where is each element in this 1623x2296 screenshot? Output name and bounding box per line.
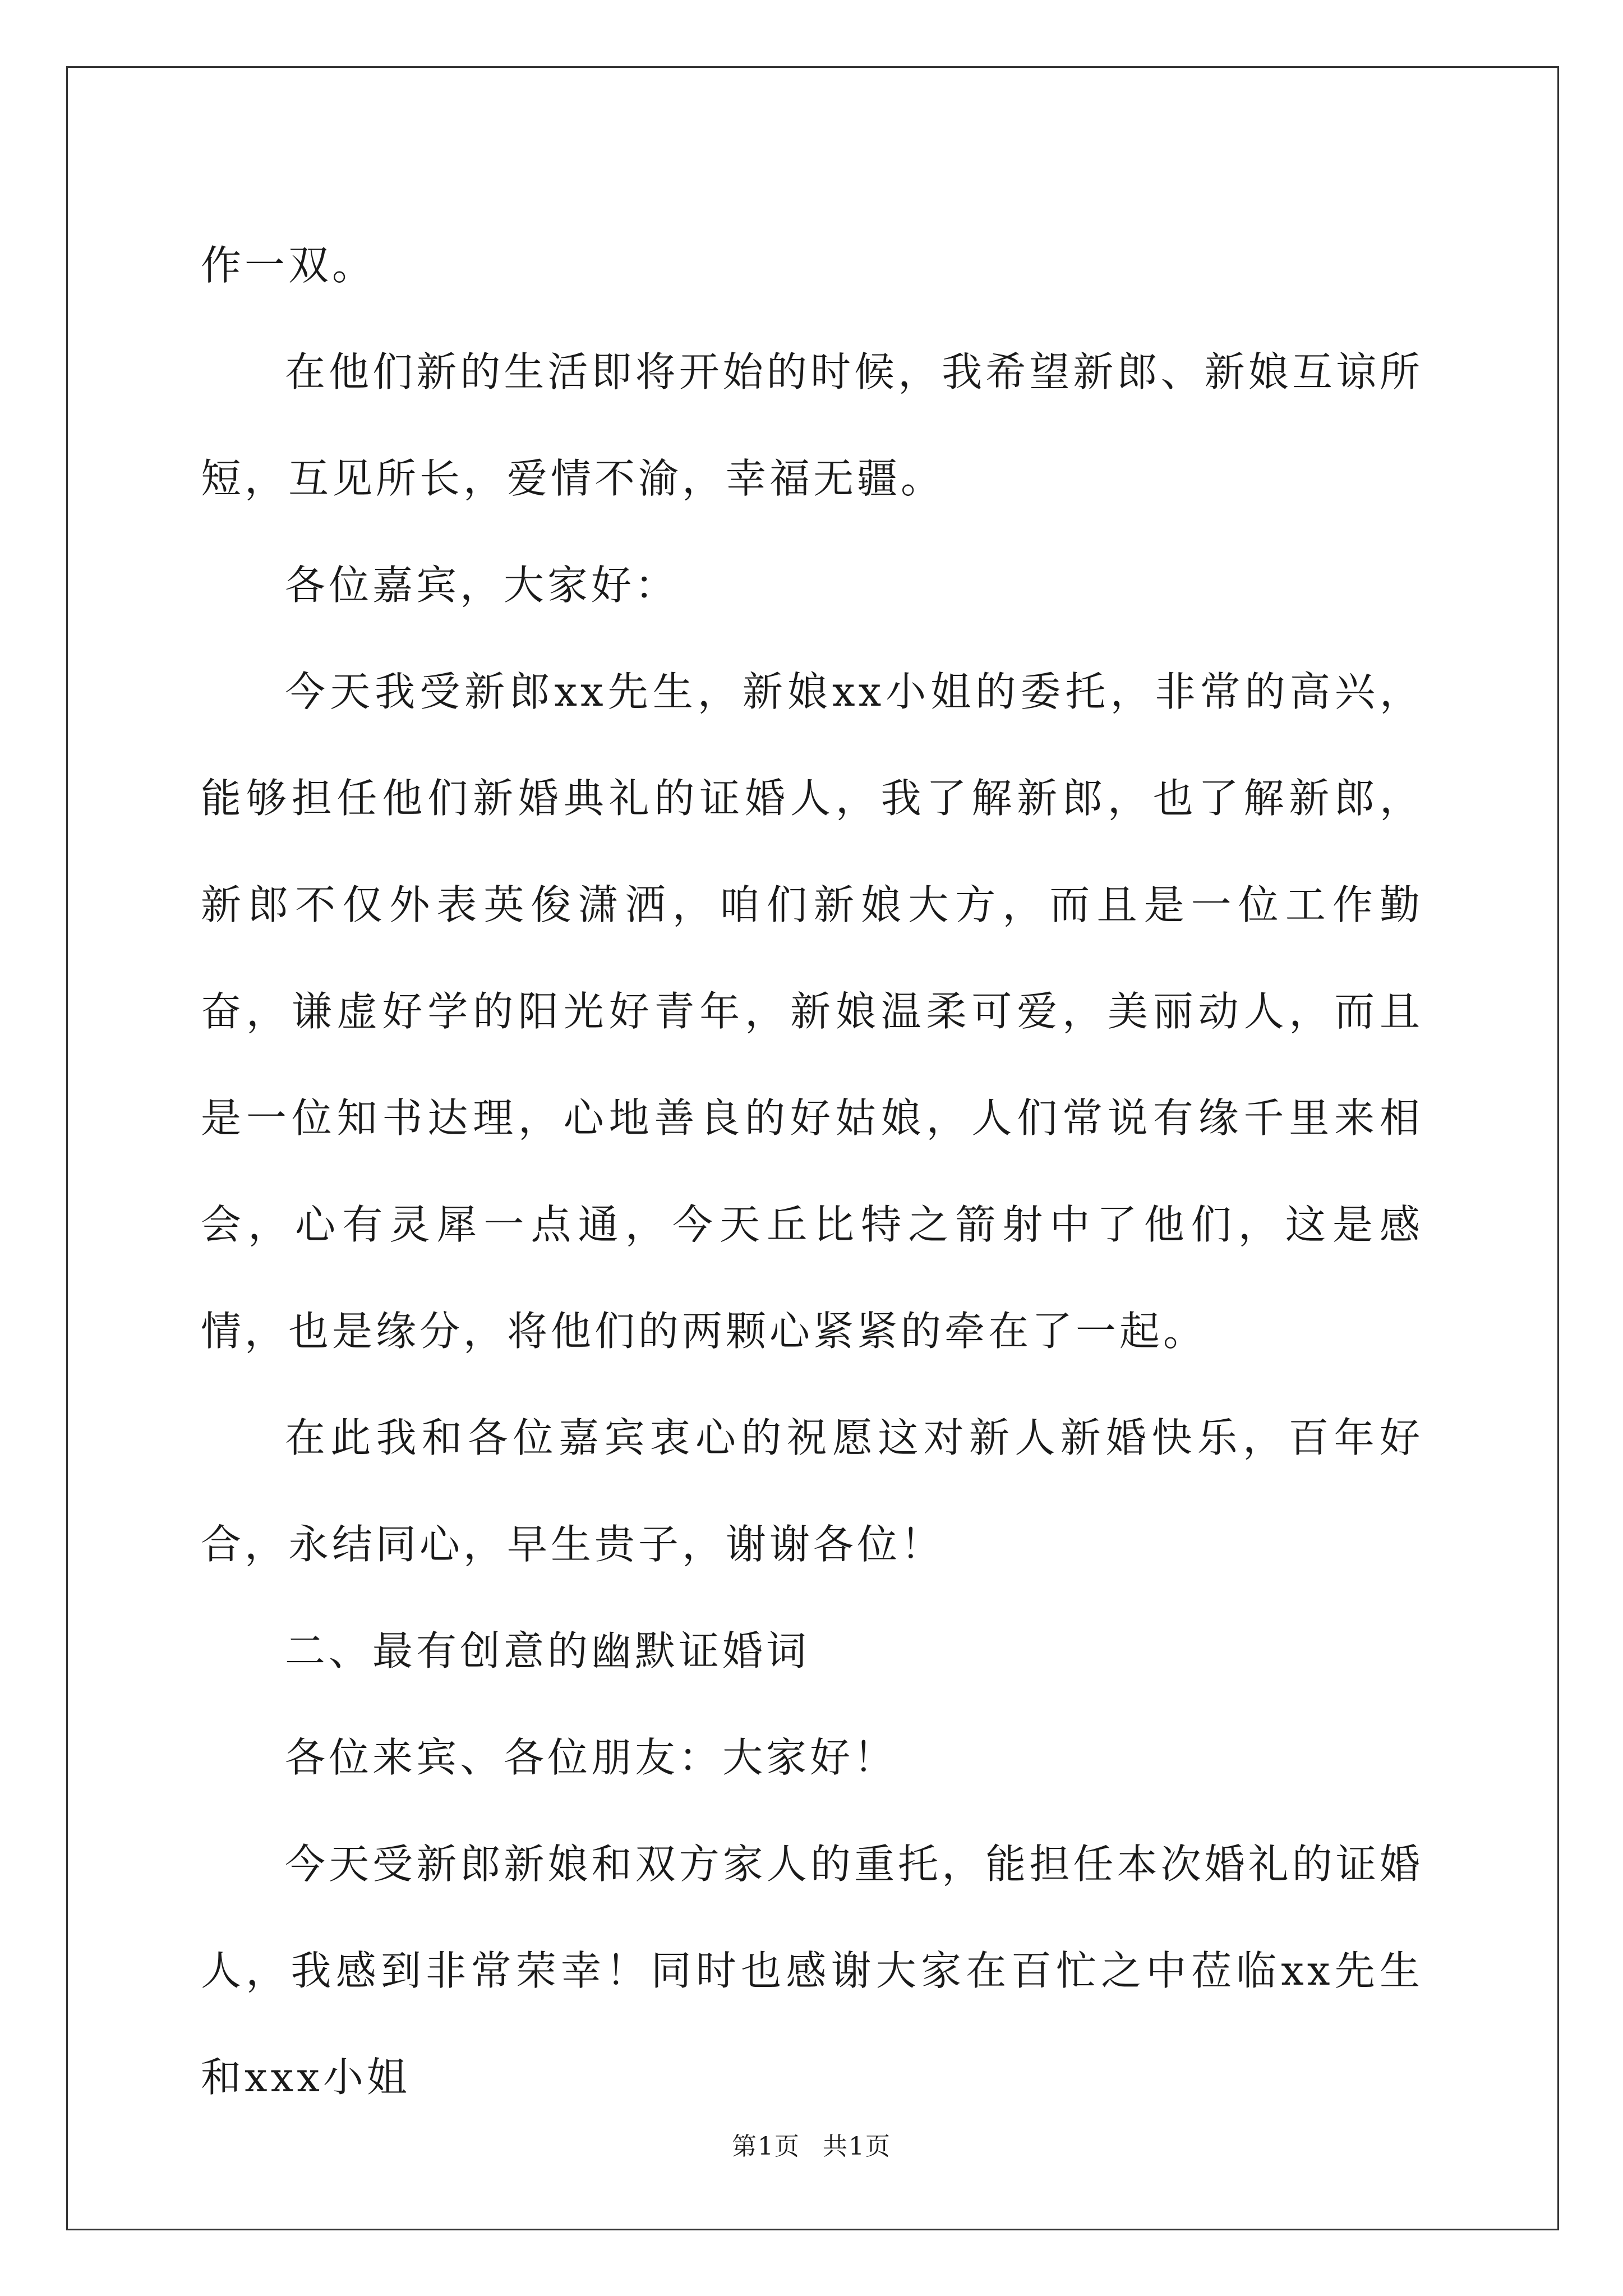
page-number: 第1页 [732,2132,800,2161]
page-total: 共1页 [823,2132,891,2161]
paragraph-5: 在此我和各位嘉宾衷心的祝愿这对新人新婚快乐，百年好合，永结同心，早生贵子，谢谢各位！ [201,1414,1423,1568]
paragraph-8: 今天受新郎新娘和双方家人的重托，能担任本次婚礼的证婚人，我感到非常荣幸！同时也感谢大家在百忙之中莅临xx先生和xxx小姐 [201,1841,1423,2101]
paragraph-2: 在他们新的生活即将开始的时候，我希望新郎、新娘互谅所短，互见所长，爱情不渝，幸福无疆。 [201,348,1423,502]
paragraph-1: 作一双。 [201,242,376,289]
document-body [201,212,1423,2131]
section-heading: 二、最有创意的幽默证婚词 [285,1627,810,1674]
paragraph-7: 各位来宾、各位朋友：大家好！ [285,1734,898,1781]
paragraph-3: 各位嘉宾，大家好： [285,562,679,609]
paragraph-4: 今天我受新郎xx先生，新娘xx小姐的委托，非常的高兴，能够担任他们新婚典礼的证婚人，我了解新郎，也了解新郎，新郎不仅外表英俊潇洒，咱们新娘大方，而且是一位工作勤奋，谦虚好学的阳光好青年，新娘温柔可爱，美丽动人，而且是一位知书达理，心地善良的好姑娘，人们常说有缘千里来相会，心有灵犀一点通，今天丘比特之箭射中了他们，这是感情，也是缘分，将他们的两颗心紧紧的牵在了一起。 [201,668,1423,1355]
page-footer [0,2126,1623,2162]
